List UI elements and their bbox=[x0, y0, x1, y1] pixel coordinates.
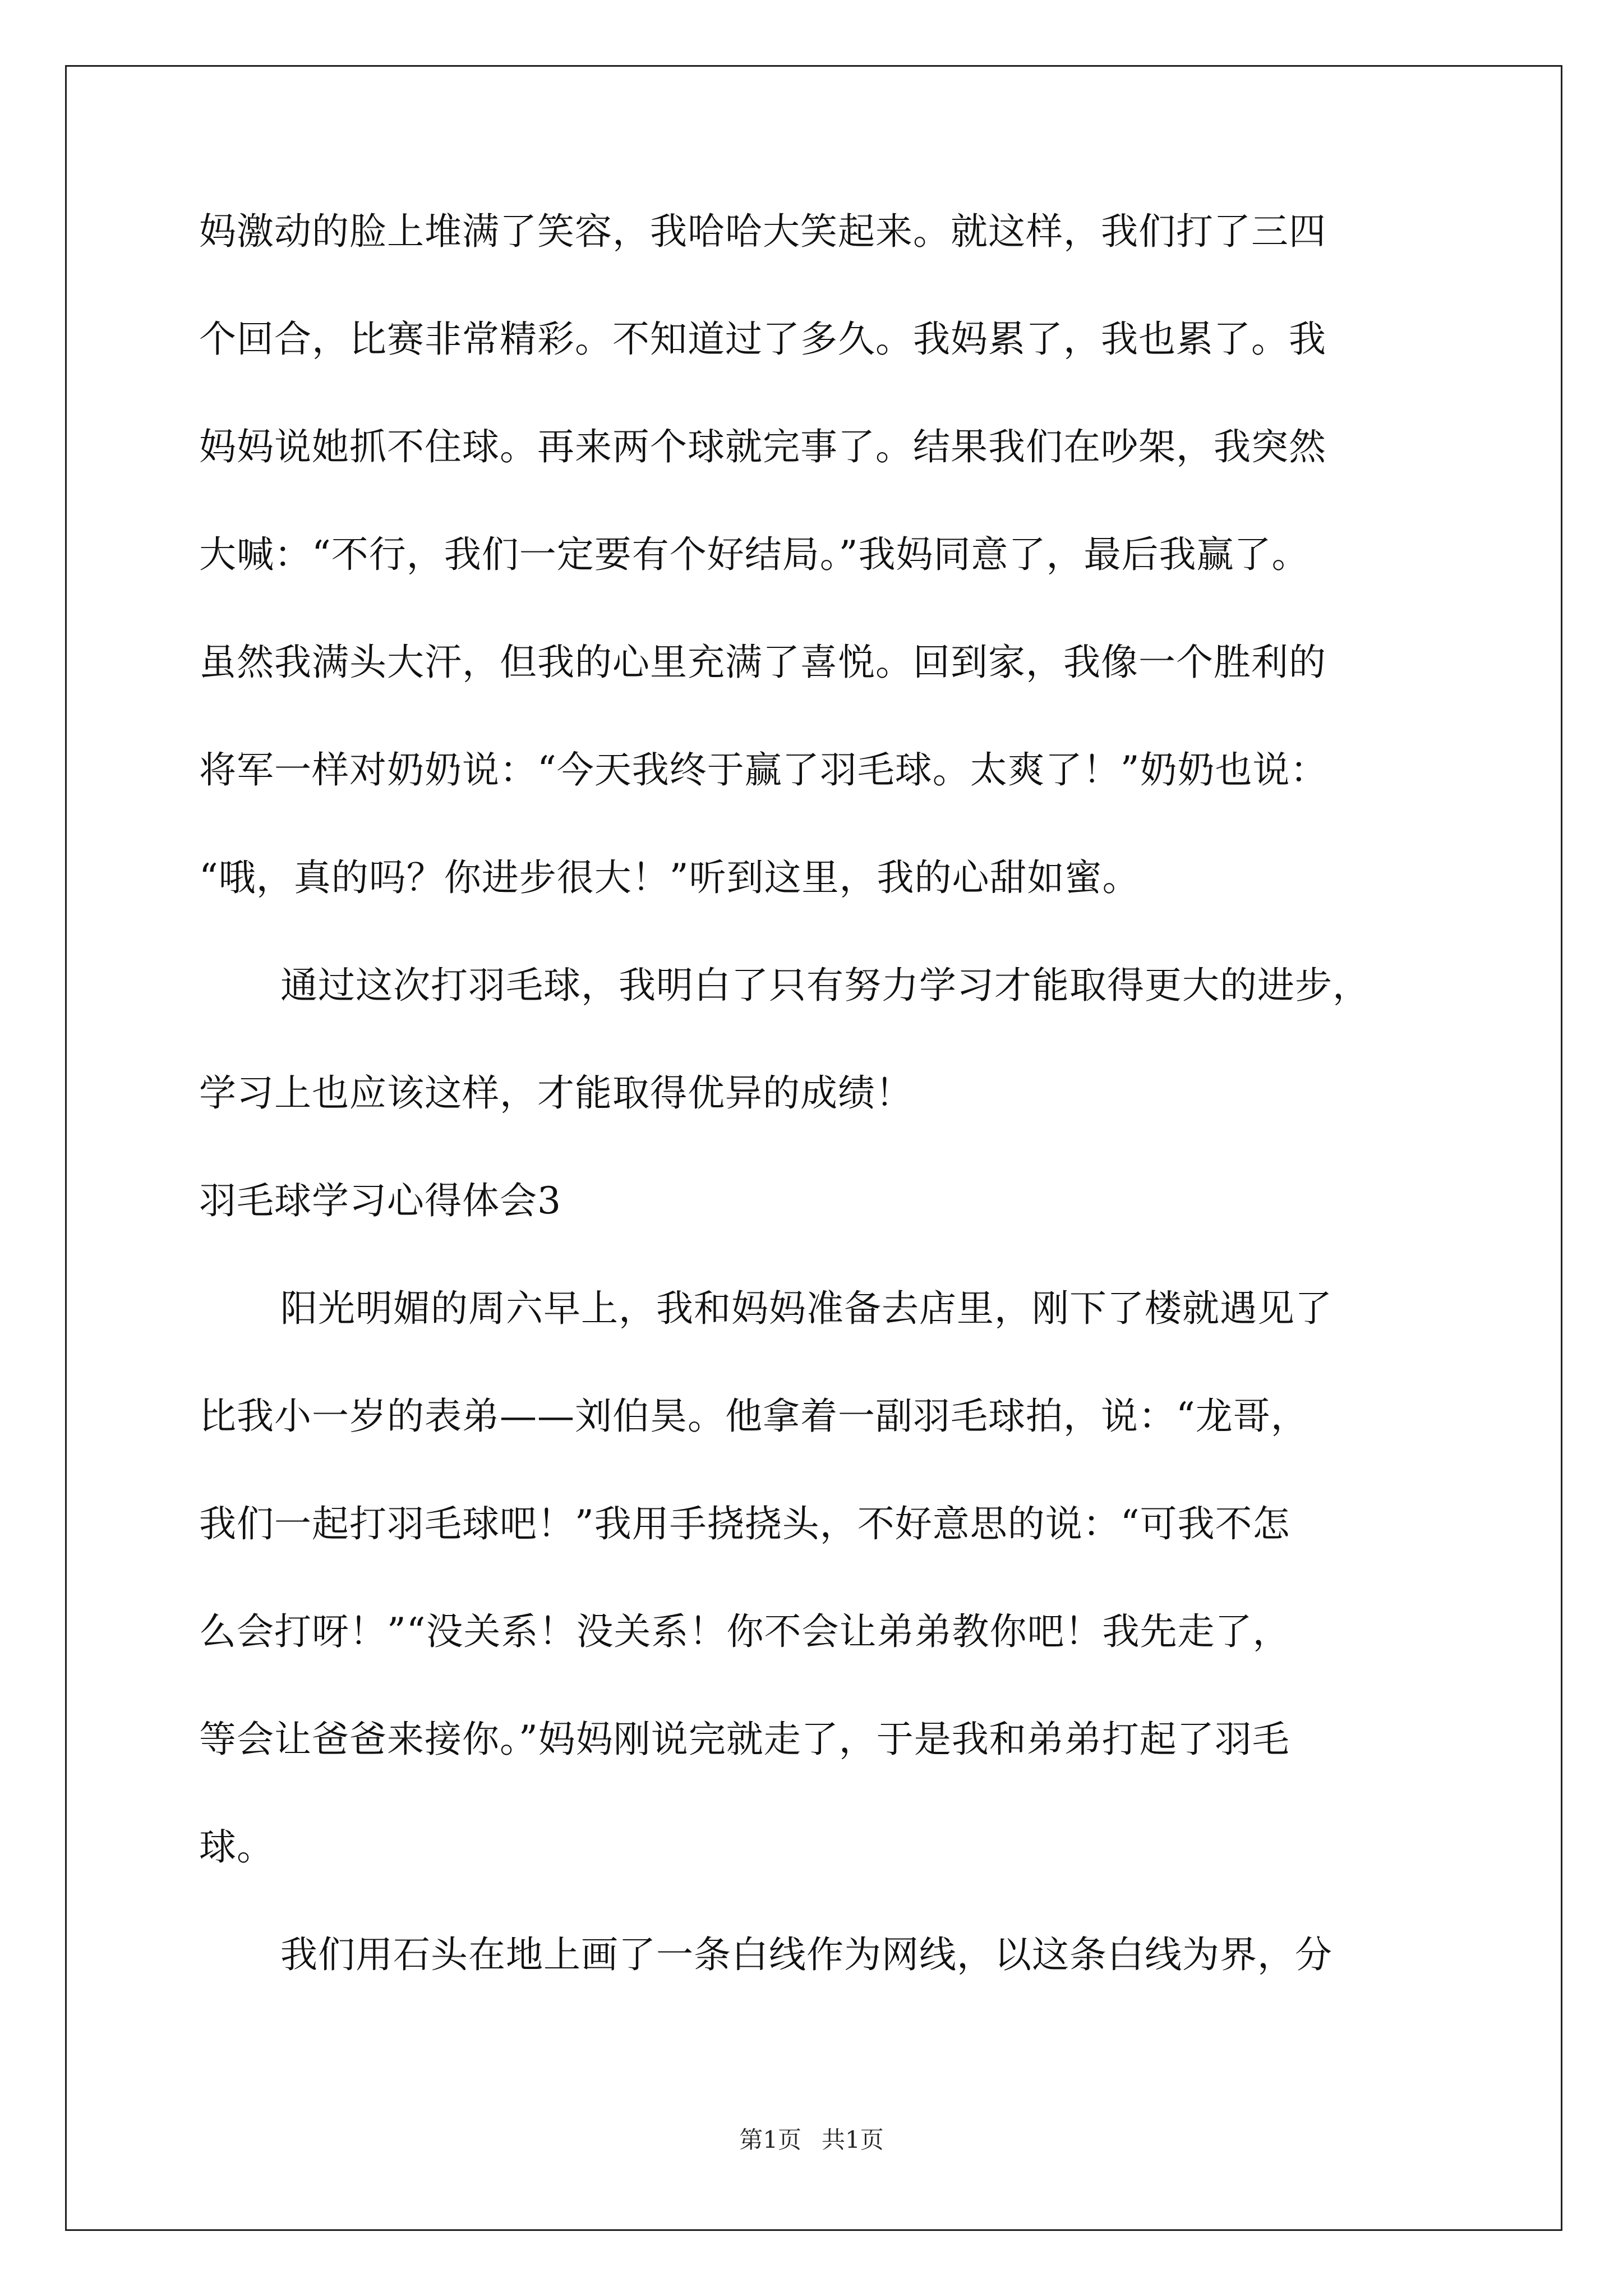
page-number: 第1页 bbox=[739, 2126, 801, 2154]
text-line: 虽然我满头大汗，但我的心里充满了喜悦。回到家，我像一个胜利的 bbox=[199, 641, 1326, 684]
text-line: “哦，真的吗？你进步很大！”听到这里，我的心甜如蜜。 bbox=[199, 856, 1140, 899]
text-line: 个回合，比赛非常精彩。不知道过了多久。我妈累了，我也累了。我 bbox=[199, 318, 1326, 361]
text-line: 么会打呀！”“没关系！没关系！你不会让弟弟教你吧！我先走了， bbox=[199, 1610, 1290, 1653]
text-line: 球。 bbox=[199, 1825, 274, 1869]
page-footer bbox=[0, 2128, 1623, 2152]
text-line: 等会让爸爸来接你。”妈妈刚说完就走了，于是我和弟弟打起了羽毛 bbox=[199, 1718, 1290, 1761]
page-total: 共1页 bbox=[822, 2126, 884, 2154]
text-line: 大喊：“不行，我们一定要有个好结局。”我妈同意了，最后我赢了。 bbox=[199, 533, 1310, 576]
text-line: 学习上也应该这样，才能取得优异的成绩！ bbox=[199, 1071, 913, 1115]
text-line: 妈妈说她抓不住球。再来两个球就完事了。结果我们在吵架，我突然 bbox=[199, 425, 1326, 468]
text-line: 比我小一岁的表弟——刘伯昊。他拿着一副羽毛球拍，说：“龙哥， bbox=[199, 1395, 1308, 1438]
text-line: 我们一起打羽毛球吧！”我用手挠挠头，不好意思的说：“可我不怎 bbox=[199, 1502, 1290, 1545]
document-body bbox=[199, 210, 1430, 2044]
paragraph-first-line: 阳光明媚的周六早上，我和妈妈准备去店里，刚下了楼就遇见了 bbox=[280, 1287, 1332, 1330]
section-heading: 羽毛球学习心得体会3 bbox=[199, 1179, 561, 1222]
paragraph-first-line: 我们用石头在地上画了一条白线作为网线，以这条白线为界，分 bbox=[280, 1933, 1332, 1976]
text-line: 妈激动的脸上堆满了笑容，我哈哈大笑起来。就这样，我们打了三四 bbox=[199, 210, 1326, 253]
text-line: 将军一样对奶奶说：“今天我终于赢了羽毛球。太爽了！”奶奶也说： bbox=[199, 748, 1328, 792]
paragraph-first-line: 通过这次打羽毛球，我明白了只有努力学习才能取得更大的进步， bbox=[280, 964, 1370, 1007]
